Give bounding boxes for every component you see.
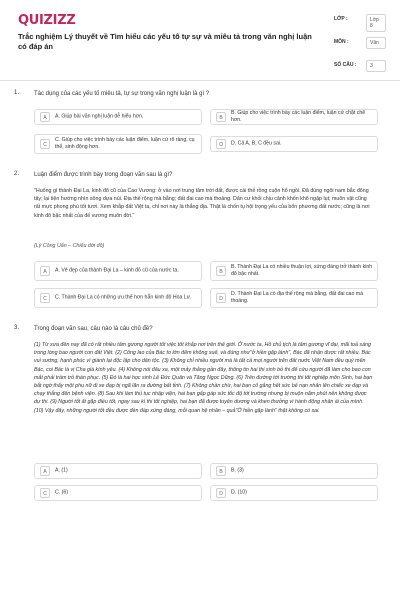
option-letter: B <box>216 466 226 476</box>
option-c[interactable] <box>34 288 202 308</box>
question-number: 2. <box>14 171 20 177</box>
question-1 <box>14 90 386 160</box>
question-text: Luận điểm được trình bày trong đoạn văn sau là gì? <box>34 172 173 178</box>
header-divider <box>0 80 400 81</box>
page-header <box>0 0 400 80</box>
option-letter: C <box>40 293 50 303</box>
option-a[interactable] <box>34 463 202 479</box>
meta-subject-value: Văn <box>366 37 386 49</box>
document-title: Trắc nghiệm Lý thuyết về Tìm hiểu các yếu tố tự sự và miêu tả trong văn nghị luận có đáp án <box>18 32 312 51</box>
question-passage: (1) Từ xưa đến nay đã có rất nhiều tấm gương người tốt việc tốt khắp nơi trên thế giới. Ở nước ta, Hồ chủ tịch là tấm gương vĩ đại, mãi toả sáng trong lòng bao người con đất Việt. (2) Công lao của Bác to lớn đếm không xuể, và đúng như"ở hiền gặp lành", Bác đã nhận được rất nhiều. Bác vui sướng, hạnh phúc vì giành lại độc lập cho dân tộc. (3) Không chỉ nhiều người mà là tất cả mọi người trên đất nước Việt Nam đều quý mến Bác, coi Bác là vị Cha già kính yêu. (4) Không nói đâu xa, một mảy thằng gần đây, thông tin hai thi sinh bỏ thi để cứu người đã làm cho bao con mắt phải trầm trồ thán phục. (5) Đó là hai học sinh Lê Đức Quân và Tăng Ngọc Dũng. (6) Trên đường tới trường thi tốt nghiệp môn Sinh, hai bạn bắt ngờ thấy một phụ nữ đi xe đạp bị ngã lăn ra đường bất tỉnh. (7) Không chần chừ, hai bạn cố gắng hết sức bế nạn nhân lên chiếc xe đạp và chạy thẳng đến bệnh viện. (8) Sau khi làm thủ tục nhập viện, hai bạn gấp gáp sức tốc độ tới trường nhưng bị muộn năm phút nên không được dự thi. (9) Người tốt ất gặp điều tốt, ngay sau kì thi tốt nghiệp, hai bạn đã được tuyên dương và khen thưởng vì hành động nhân ái của mình. (10) Vậy đấy, những người tốt đều được đền đáp xứng đáng, mỗi quan hệ nhân – quả"Ở hiền gặp lành" thật không có sai. <box>34 342 373 414</box>
question-number: 3. <box>14 325 20 331</box>
option-text: C. (6) <box>55 489 68 496</box>
question-number: 1. <box>14 90 20 96</box>
option-text: A. Vẻ đẹp của thành Đại La – kinh đô cũ của nước ta. <box>55 267 179 274</box>
option-text: D. Cả A, B, C đều sai. <box>231 140 282 147</box>
meta-subject-label: MÔN : <box>334 39 349 45</box>
option-text: B. (3) <box>231 467 244 474</box>
meta-class-row <box>334 14 390 28</box>
question-2 <box>14 171 386 316</box>
option-b[interactable] <box>210 261 378 281</box>
meta-class-label: LỚP : <box>334 16 348 22</box>
meta-subject-row <box>334 37 390 51</box>
option-letter: D <box>216 488 226 498</box>
option-d[interactable] <box>210 288 378 308</box>
meta-count-value: 3 <box>366 60 386 72</box>
question-text: Trong đoạn văn sau, câu nào là câu chủ đề? <box>34 326 153 332</box>
meta-count-row <box>334 60 390 74</box>
option-letter: D <box>216 139 226 149</box>
passage-source: (Lý Công Uẩn – Chiếu dời đô) <box>34 243 105 249</box>
option-text: A. Giúp bài văn nghị luận dễ hiểu hơn. <box>55 113 144 120</box>
meta-info <box>334 14 390 83</box>
option-b[interactable] <box>210 463 378 479</box>
option-d[interactable] <box>210 136 378 152</box>
option-letter: C <box>40 139 50 149</box>
question-passage: "Huống gì thành Đại La, kinh đô cũ của Cao Vương: ở vào nơi trung tâm trời đất, được cái thế rồng cuộn hổ ngồi. Đã đúng ngôi nam bắc đông tây; lại tiện hướng nhìn sông dựa núi. Địa thế rộng mà bằng; đất đai cao mà thoáng. Dân cư khỏi chịu cảnh khốn khổ ngập lụt; muôn vật cũng rất mực phong phú tốt tươi. Xem khắp đất Việt ta, chỉ nơi này là thắng địa. Thật là chốn tụ hội trọng yếu của bốn phương đất nước; cũng là nơi kinh đô bậc nhất của đế vương muôn đời." <box>34 188 370 219</box>
meta-class-value: Lớp 8 <box>366 14 386 32</box>
option-text: A. (1) <box>55 467 68 474</box>
option-text: D. Thành Đại La có địa thế rộng mà bằng, đất đai cao mà thoáng. <box>231 291 363 304</box>
option-letter: A <box>40 112 50 122</box>
option-a[interactable] <box>34 261 202 281</box>
option-letter: A <box>40 466 50 476</box>
option-a[interactable] <box>34 109 202 125</box>
option-letter: B <box>216 266 226 276</box>
option-text: C. Thành Đại La có những ưu thế hơn hẳn kinh đô Hoa Lư. <box>55 294 192 301</box>
option-text: B. Thành Đại La có nhiều thuận lợi, xứng đáng trở thành kinh đô bậc nhất. <box>231 264 373 277</box>
question-text: Tác dụng của các yếu tố miêu tả, tự sự trong văn nghị luận là gì ? <box>34 91 210 97</box>
option-letter: C <box>40 488 50 498</box>
meta-count-label: SỐ CÂU : <box>334 62 357 68</box>
option-letter: B <box>216 112 226 122</box>
quizizz-logo: QUIZIZZ <box>18 13 76 28</box>
option-letter: D <box>216 293 226 303</box>
option-text: C. Giúp cho việc trình bày các luận điểm, luận cứ rõ ràng, cụ thể, sinh động hơn. <box>55 137 195 150</box>
option-text: B. Giúp cho việc trình bày các luận điểm, luận cứ chặt chẽ hơn. <box>231 110 366 123</box>
option-text: D. (10) <box>231 489 247 496</box>
option-b[interactable] <box>210 109 378 125</box>
option-letter: A <box>40 266 50 276</box>
option-d[interactable] <box>210 485 378 501</box>
option-c[interactable] <box>34 134 202 154</box>
question-3 <box>14 325 386 505</box>
option-c[interactable] <box>34 485 202 501</box>
